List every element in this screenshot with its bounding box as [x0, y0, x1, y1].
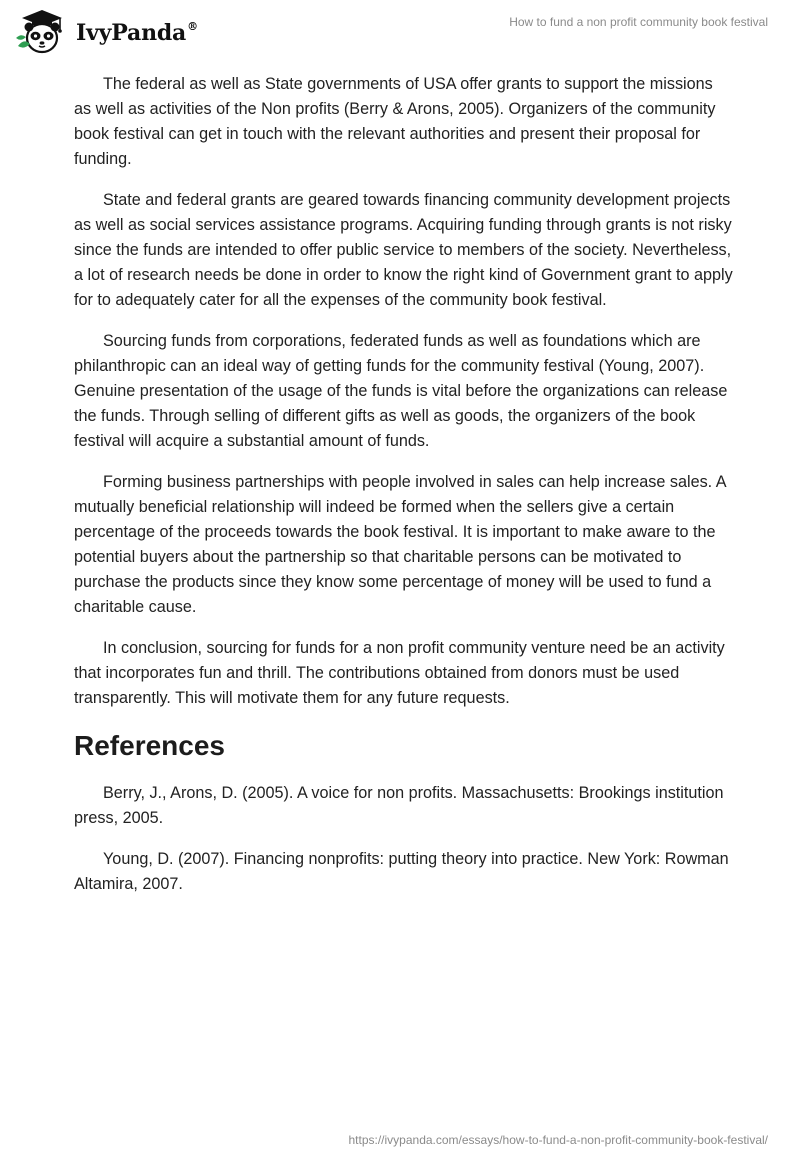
body-paragraph: State and federal grants are geared towards financing community development projects as well as social services assistance programs. Acquiring funding through grants is not risky since the funds are intended to offer public service to members of the society. Nevertheless, a lot of research needs be done in order to know the right kind of Government grant to apply for to adequately cater for all the expenses of the community book festival. — [74, 191, 733, 309]
body-paragraph: In conclusion, sourcing for funds for a non profit community venture need be an activity that incorporates fun and thrill. The contributions obtained from donors must be used transparently. This will motivate them for any future requests. — [74, 639, 725, 707]
reference-item: Young, D. (2007). Financing nonprofits: putting theory into practice. New York: Rowman Altamira, 2007. — [74, 850, 729, 893]
source-url[interactable]: https://ivypanda.com/essays/how-to-fund-a-non-profit-community-book-festival/ — [348, 1133, 768, 1147]
body-paragraph: The federal as well as State governments of USA offer grants to support the missions as well as activities of the Non profits (Berry & Arons, 2005). Organizers of the community book festival can get in touch with the relevant authorities and present their proposal for funding. — [74, 75, 716, 168]
body-paragraph: Forming business partnerships with people involved in sales can help increase sales. A mutually beneficial relationship will indeed be formed when the sellers give a certain percentage of the proceeds towards the book festival. It is important to make aware to the potential buyers about the partnership so that charitable persons can be motivated to purchase the products since they know some percentage of money will be used to fund a charitable cause. — [74, 473, 726, 616]
document-title: How to fund a non profit community book festival — [509, 15, 768, 29]
panda-graduation-cap-icon — [14, 8, 70, 56]
essay-content — [74, 72, 734, 913]
registered-mark: ® — [187, 19, 198, 33]
references-heading: References — [74, 730, 225, 761]
ivypanda-logo[interactable] — [14, 8, 198, 56]
body-paragraph: Sourcing funds from corporations, federated funds as well as foundations which are philanthropic can an ideal way of getting funds for the community festival (Young, 2007). Genuine presentation of the usage of the funds is vital before the organizations can release the funds. Through selling of different gifts as well as goods, the organizers of the book festival will acquire a substantial amount of funds. — [74, 332, 728, 450]
reference-item: Berry, J., Arons, D. (2005). A voice for non profits. Massachusetts: Brookings institution press, 2005. — [74, 784, 724, 827]
brand-name: IvyPanda® — [76, 19, 198, 46]
